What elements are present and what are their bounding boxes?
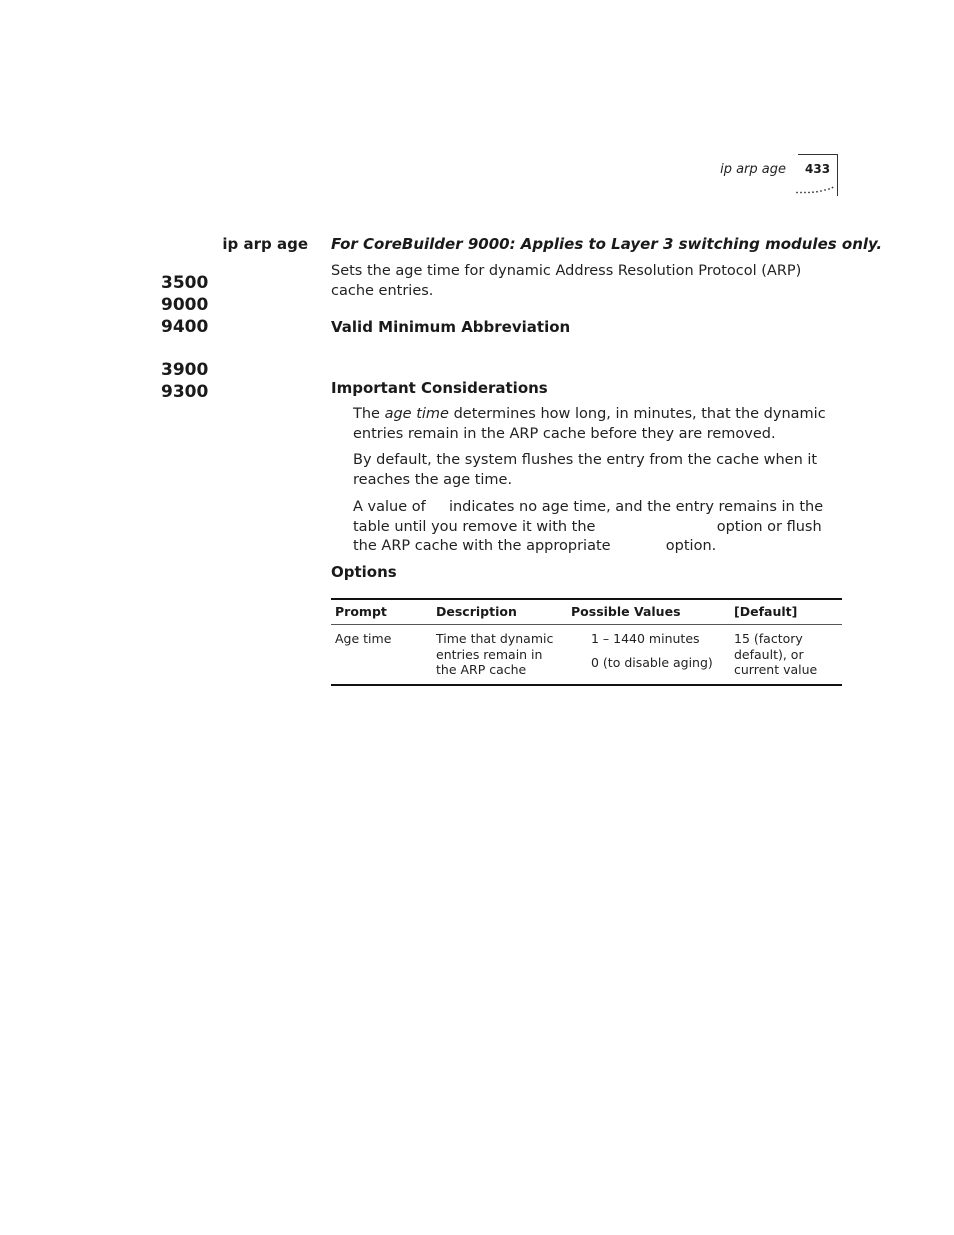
command-name: ip arp age xyxy=(222,235,308,253)
platform-number: 3500 xyxy=(161,273,209,293)
default-cell: 15 (factory default), or current value xyxy=(730,625,842,685)
command-description: Sets the age time for dynamic Address Resolution Protocol (ARP) cache entries. xyxy=(331,263,802,299)
description-cell: Time that dynamic entries remain in the ARP cache xyxy=(432,625,567,685)
column-header: [Default] xyxy=(730,599,842,625)
possible-value: 0 (to disable aging) xyxy=(591,654,713,670)
platform-number: 9000 xyxy=(161,295,209,315)
consideration-paragraph xyxy=(353,405,843,444)
text-run: A value of xyxy=(353,499,431,515)
platform-list xyxy=(161,272,208,403)
column-header: Description xyxy=(432,599,567,625)
consideration-paragraph: By default, the system flushes the entry from the cache when it reaches the age time. xyxy=(353,452,818,488)
table-header-row xyxy=(331,599,842,625)
consideration-paragraph xyxy=(353,498,848,557)
abbreviation-heading: Valid Minimum Abbreviation xyxy=(331,318,571,336)
platform-number: 9300 xyxy=(161,382,209,402)
column-header: Possible Values xyxy=(567,599,730,625)
running-title: ip arp age xyxy=(720,162,786,177)
text-run: option or flush the ARP cache with the appropriate xyxy=(353,518,822,554)
possible-value: 1 – 1440 minutes xyxy=(591,631,700,646)
page-corner-rule xyxy=(837,154,838,196)
table-row xyxy=(331,625,842,685)
page-corner-rule-top xyxy=(798,154,838,155)
text-run: indicates no age time, and the entry remains in the table until you remove it with the xyxy=(353,499,824,535)
page-corner-dots-icon xyxy=(795,186,835,194)
text-run: determines how long, in minutes, that the dynamic entries remain in the ARP cache before they are removed. xyxy=(353,406,826,442)
options-table xyxy=(331,598,842,686)
possible-values-cell xyxy=(567,625,730,685)
applies-note: For CoreBuilder 9000: Applies to Layer 3 switching modules only. xyxy=(331,235,883,253)
platform-number: 3900 xyxy=(161,360,209,380)
emphasis-term: age time xyxy=(384,406,449,422)
considerations-heading: Important Considerations xyxy=(331,379,548,397)
options-heading: Options xyxy=(331,563,397,581)
column-header: Prompt xyxy=(331,599,432,625)
page-number: 433 xyxy=(805,162,831,176)
platform-number: 9400 xyxy=(161,317,209,337)
prompt-cell: Age time xyxy=(331,625,432,685)
text-run: The xyxy=(353,406,385,422)
text-run: option. xyxy=(661,538,717,554)
